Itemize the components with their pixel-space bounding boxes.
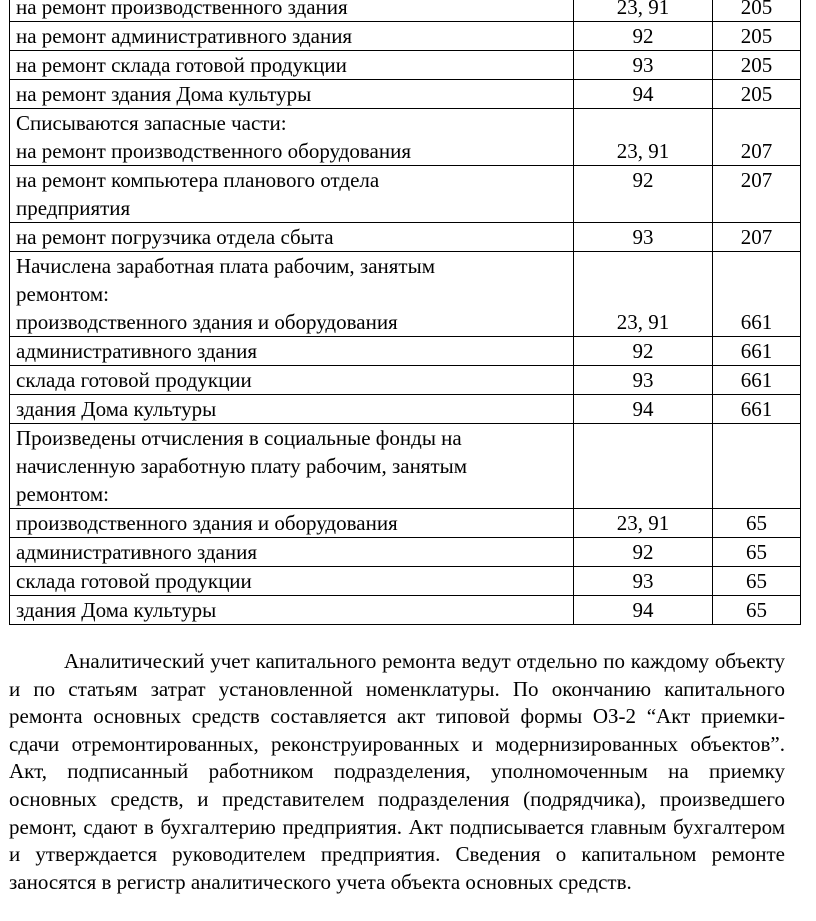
- debit-account: 93: [574, 51, 713, 80]
- row-description: [10, 596, 574, 625]
- debit-account: 93: [574, 223, 713, 252]
- description-line: производственного здания и оборудования: [16, 511, 398, 535]
- debit-account: 94: [574, 596, 713, 625]
- description-line: предприятия: [16, 196, 131, 220]
- description-line: склада готовой продукции: [16, 569, 252, 593]
- table-row: [10, 109, 801, 166]
- description-line: на ремонт производственного оборудования: [16, 139, 412, 163]
- description-line: ремонтом:: [16, 282, 109, 306]
- debit-account: 92: [574, 337, 713, 366]
- table-row: [10, 538, 801, 567]
- table-row: [10, 395, 801, 424]
- description-line: склада готовой продукции: [16, 368, 252, 392]
- description-line: здания Дома культуры: [16, 397, 217, 421]
- row-description: [10, 0, 574, 22]
- description-line: ремонтом:: [16, 482, 109, 506]
- description-line: административного здания: [16, 339, 258, 363]
- table-row: [10, 252, 801, 337]
- debit-account: [574, 424, 713, 509]
- row-description: [10, 223, 574, 252]
- credit-account: 205: [713, 0, 801, 22]
- table-row: [10, 596, 801, 625]
- description-line: на ремонт погрузчика отдела сбыта: [16, 225, 334, 249]
- description-line: на ремонт компьютера планового отдела: [16, 168, 380, 192]
- debit-account: 92: [574, 166, 713, 223]
- credit-account: 207: [713, 166, 801, 223]
- row-description: [10, 366, 574, 395]
- debit-account: 93: [574, 366, 713, 395]
- credit-account: 65: [713, 596, 801, 625]
- credit-account: 207: [713, 223, 801, 252]
- table-row: [10, 80, 801, 109]
- description-line: Начислена заработная плата рабочим, занятым: [16, 254, 436, 278]
- row-description: [10, 337, 574, 366]
- credit-account: 205: [713, 51, 801, 80]
- debit-account: 93: [574, 567, 713, 596]
- row-description: [10, 80, 574, 109]
- row-description: [10, 567, 574, 596]
- debit-account: 23, 91: [574, 109, 713, 166]
- debit-account: 23, 91: [574, 509, 713, 538]
- row-description: [10, 252, 574, 337]
- credit-account: 661: [713, 337, 801, 366]
- credit-account: 661: [713, 395, 801, 424]
- credit-account: 205: [713, 80, 801, 109]
- row-description: [10, 22, 574, 51]
- credit-account: 65: [713, 567, 801, 596]
- entries-table-body: [10, 0, 801, 625]
- table-row: [10, 51, 801, 80]
- body-paragraph: Аналитический учет капитального ремонта ведут отдельно по каждому объекту и по статьям затрат установленной номенклатуры. По окончанию капитального ремонта основных средств составляется акт типовой формы ОЗ-2 “Акт приемки-сдачи отремонтированных, реконструированных и модернизированных объектов”. Акт, подписанный работником подразделения, уполномоченным на приемку основных средств, и представителем подразделения (подрядчика), произведшего ремонт, сдают в бухгалтерию предприятия. Акт подписывается главным бухгалтером и утверждается руководителем предприятия. Сведения о капитальном ремонте заносятся в регистр аналитического учета объекта основных средств.: [9, 649, 785, 894]
- row-description: [10, 395, 574, 424]
- table-row: [10, 223, 801, 252]
- description-line: Списываются запасные части:: [16, 111, 287, 135]
- description-line: административного здания: [16, 540, 258, 564]
- description-line: начисленную заработную плату рабочим, занятым: [16, 454, 468, 478]
- description-line: на ремонт производственного здания: [16, 0, 348, 19]
- row-description: [10, 109, 574, 166]
- credit-account: 207: [713, 109, 801, 166]
- debit-account: 23, 91: [574, 0, 713, 22]
- description-line: производственного здания и оборудования: [16, 310, 398, 334]
- credit-account: 205: [713, 22, 801, 51]
- table-row: [10, 337, 801, 366]
- credit-account: [713, 424, 801, 509]
- credit-account: 65: [713, 538, 801, 567]
- credit-account: 661: [713, 252, 801, 337]
- description-line: на ремонт склада готовой продукции: [16, 53, 347, 77]
- debit-account: 94: [574, 80, 713, 109]
- row-description: [10, 51, 574, 80]
- credit-account: 661: [713, 366, 801, 395]
- table-row: [10, 0, 801, 22]
- row-description: [10, 424, 574, 509]
- row-description: [10, 166, 574, 223]
- row-description: [10, 538, 574, 567]
- row-description: [10, 509, 574, 538]
- debit-account: 94: [574, 395, 713, 424]
- table-row: [10, 366, 801, 395]
- credit-account: 65: [713, 509, 801, 538]
- table-row: [10, 166, 801, 223]
- description-line: здания Дома культуры: [16, 598, 217, 622]
- table-row: [10, 22, 801, 51]
- debit-account: 92: [574, 538, 713, 567]
- description-line: на ремонт здания Дома культуры: [16, 82, 312, 106]
- description-line: Произведены отчисления в социальные фонды на: [16, 426, 462, 450]
- table-row: [10, 567, 801, 596]
- table-row: [10, 424, 801, 509]
- description-line: на ремонт административного здания: [16, 24, 353, 48]
- table-row: [10, 509, 801, 538]
- debit-account: 92: [574, 22, 713, 51]
- debit-account: 23, 91: [574, 252, 713, 337]
- entries-table: [9, 0, 801, 625]
